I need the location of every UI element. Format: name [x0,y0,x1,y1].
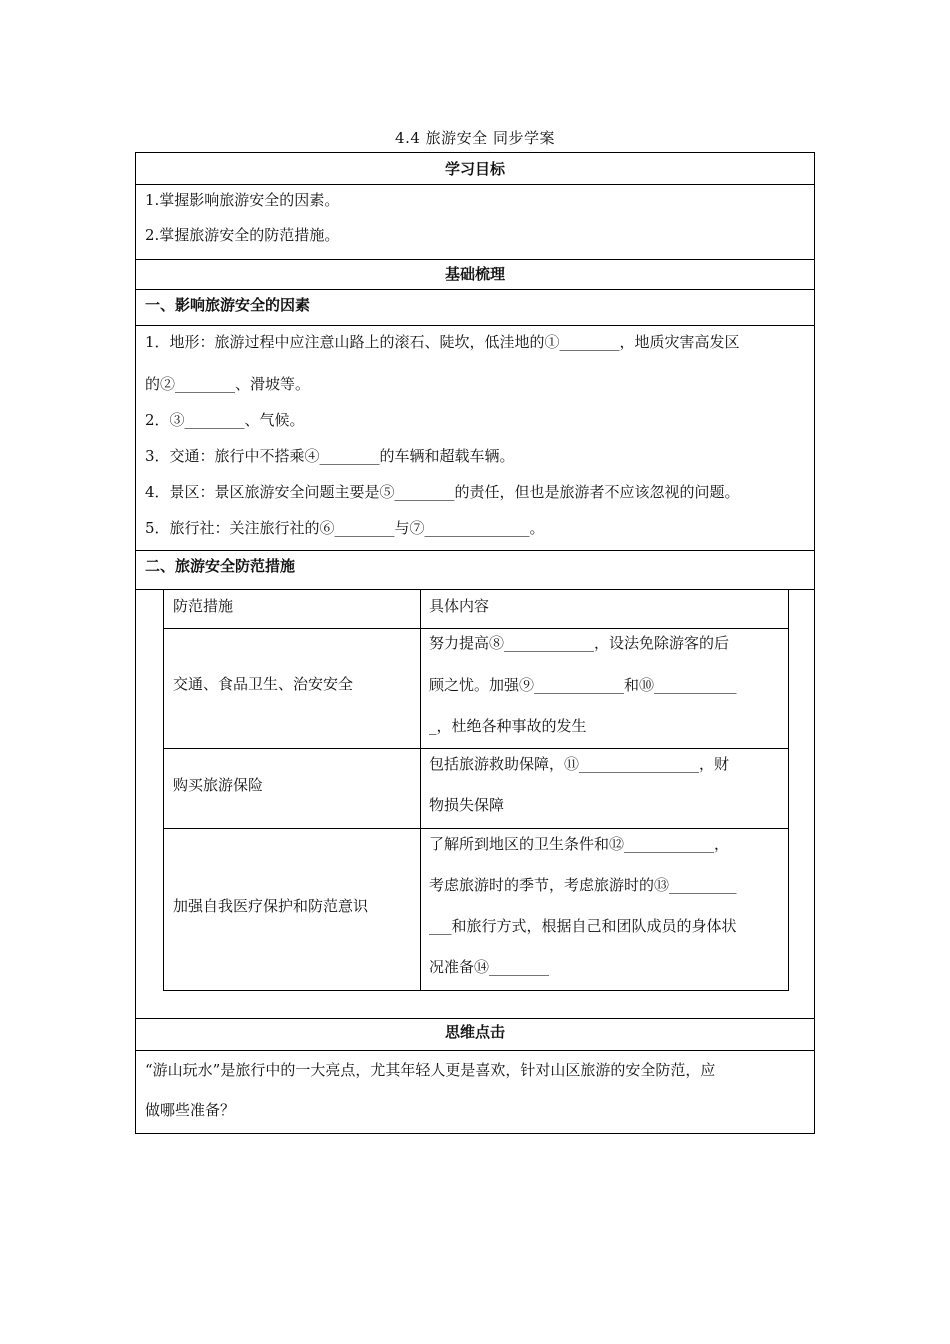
factor-line-3: 2．③________、气候。 [145,411,305,429]
factor-line-2: 的②________、滑坡等。 [145,375,311,393]
goals-header: 学习目标 [444,160,505,178]
thinking-line-2: 做哪些准备？ [145,1101,236,1119]
table-row-3-content-line-3: ___和旅行方式，根据自己和团队成员的身体状 [429,917,737,935]
table-row-3-content-line-1: 了解所到地区的卫生条件和⑫____________， [429,835,730,853]
goal-item-2: 2.掌握旅游安全的防范措施。 [145,226,340,244]
row-divider [164,628,788,629]
table-row-1-content-line-2: 顾之忧。加强⑨____________和⑩___________ [429,676,737,694]
basics-header: 基础梳理 [444,265,505,283]
divider [136,325,814,326]
worksheet-table [135,152,815,1134]
table-row-1-content-line-3: _，杜绝各种事故的发生 [429,717,587,735]
table-row-2-measure: 购买旅游保险 [173,776,264,794]
table-header-content: 具体内容 [429,597,490,615]
factor-line-6: 5．旅行社：关注旅行社的⑥________与⑦______________。 [145,519,545,537]
part1-heading: 一、影响旅游安全的因素 [145,296,311,314]
row-divider [164,748,788,749]
factor-line-5: 4．景区：景区旅游安全问题主要是⑤________的责任，但也是旅游者不应该忽视的问题。 [145,483,740,501]
divider [136,1050,814,1051]
table-row-3-content-line-2: 考虑旅游时的季节，考虑旅游时的⑬_________ [429,876,737,894]
divider [136,1018,814,1019]
thinking-header: 思维点击 [444,1023,505,1041]
row-divider [164,828,788,829]
divider [136,289,814,290]
table-row-3-content-line-4: 况准备⑭________ [429,958,550,976]
measures-table [163,589,789,991]
table-row-2-content-line-1: 包括旅游救助保障，⑪________________，财 [429,755,730,773]
divider [136,550,814,551]
column-divider [420,590,421,990]
page-title: 4.4 旅游安全 同步学案 [395,129,555,147]
table-row-2-content-line-2: 物损失保障 [429,796,505,814]
thinking-line-1: “游山玩水”是旅行中的一大亮点，尤其年轻人更是喜欢，针对山区旅游的安全防范，应 [145,1061,716,1079]
factor-line-1: 1．地形：旅游过程中应注意山路上的滚石、陡坎，低洼地的①________，地质灾害高发区 [145,333,740,351]
divider [136,184,814,185]
goal-item-1: 1.掌握影响旅游安全的因素。 [145,191,340,209]
table-header-measure: 防范措施 [173,597,234,615]
factor-line-4: 3．交通：旅行中不搭乘④________的车辆和超载车辆。 [145,447,515,465]
table-row-1-content-line-1: 努力提高⑧____________，设法免除游客的后 [429,634,730,652]
part2-heading: 二、旅游安全防范措施 [145,557,296,575]
table-row-1-measure: 交通、食品卫生、治安安全 [173,675,354,693]
table-row-3-measure: 加强自我医疗保护和防范意识 [173,897,369,915]
divider [136,259,814,260]
